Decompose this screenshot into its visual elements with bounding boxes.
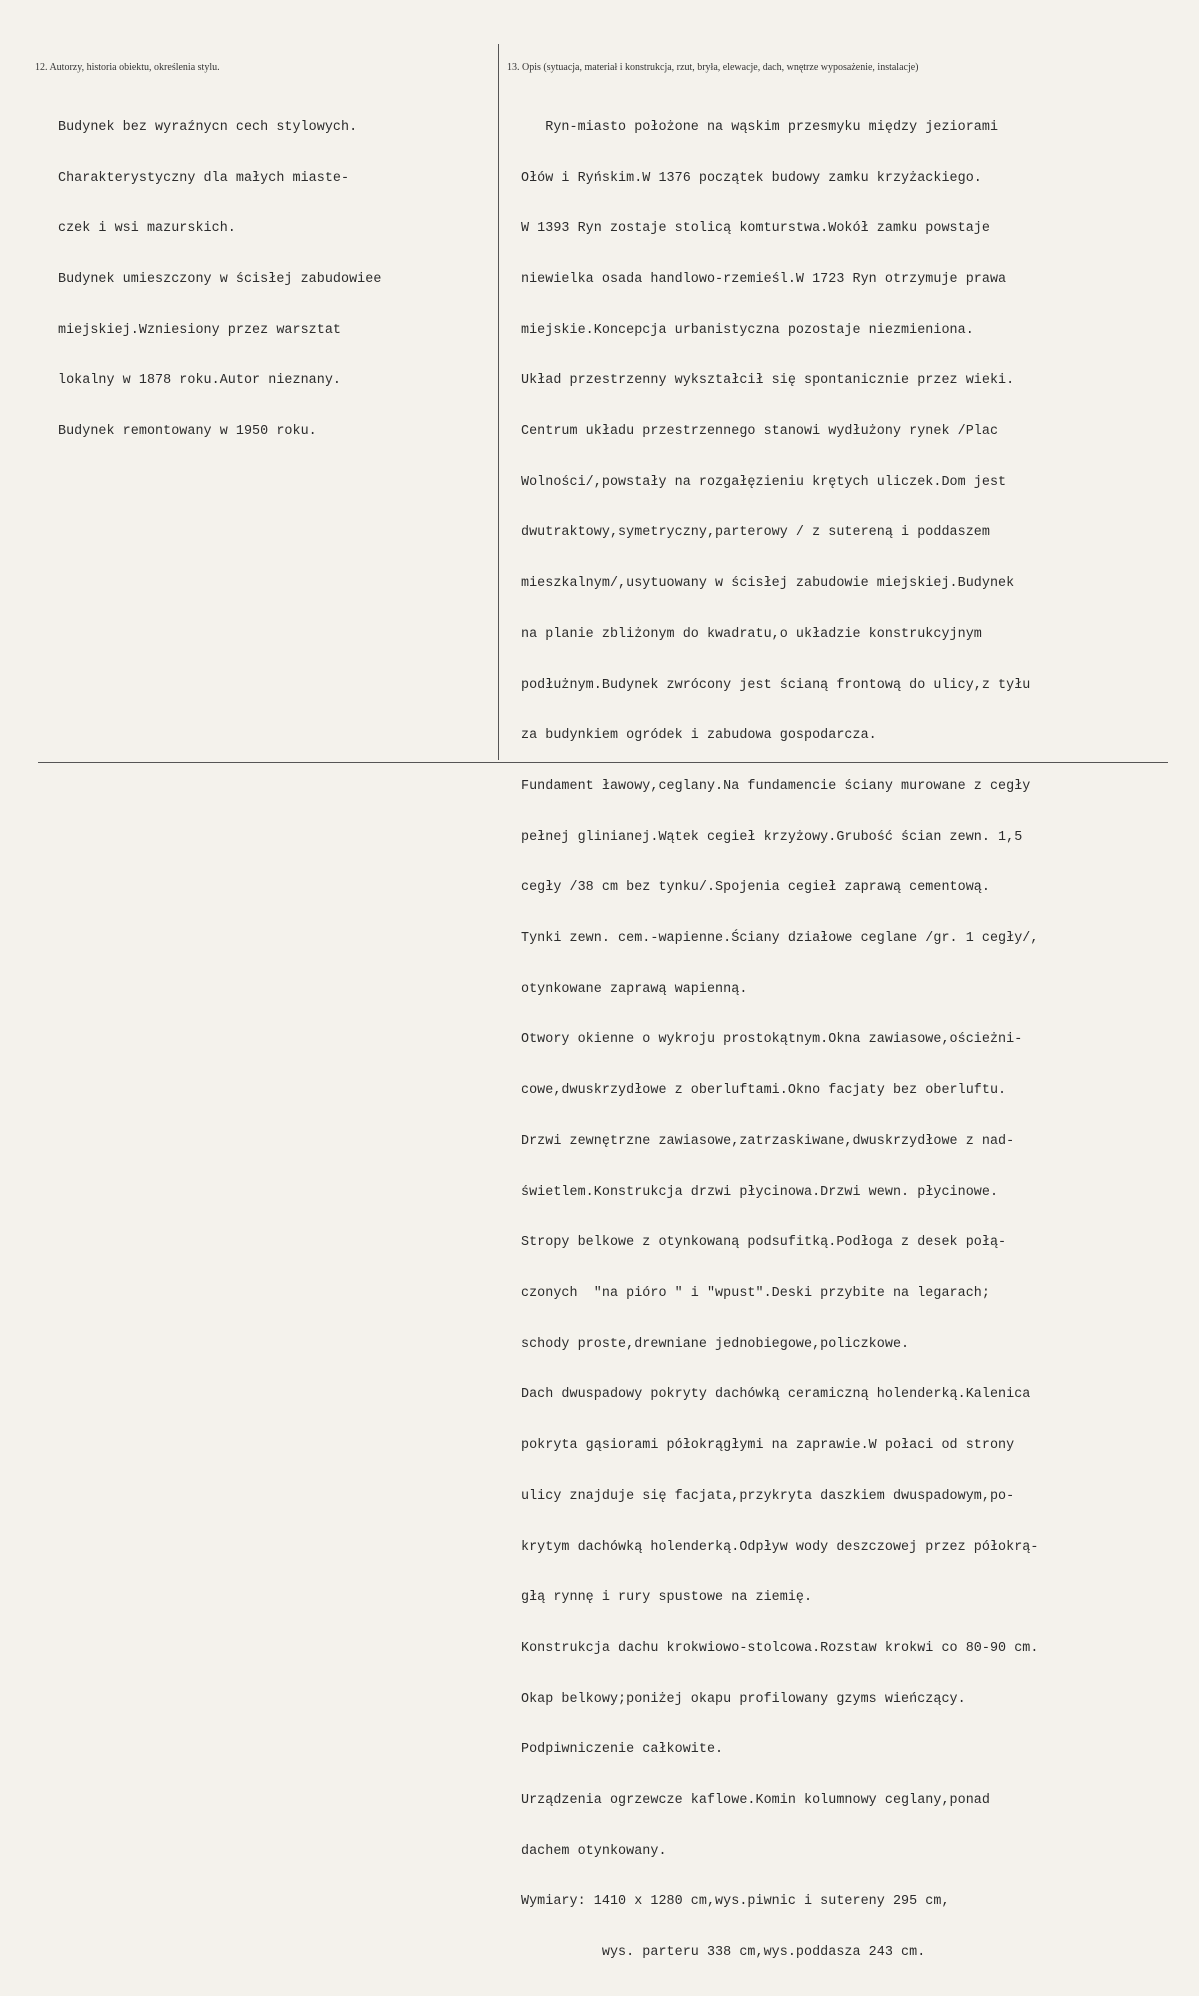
text-line: Ołów i Ryńskim.W 1376 początek budowy zamku krzyżackiego. [521,170,982,186]
text-line: świetlem.Konstrukcja drzwi płycinowa.Drzwi wewn. płycinowe. [521,1184,999,1200]
text-line: krytym dachówką holenderką.Odpływ wody deszczowej przez półokrą- [521,1539,1039,1555]
text-line: czonych "na pióro " i "wpust".Deski przybite na legarach; [521,1285,990,1301]
text-line: Urządzenia ogrzewcze kaflowe.Komin kolumnowy ceglany,ponad [521,1793,990,1809]
text-line: dwutraktowy,symetryczny,parterowy / z sutereną i poddaszem [521,525,990,541]
text-line: mieszkalnym/,usytuowany w ścisłej zabudowie miejskiej.Budynek [521,576,1015,592]
text-line: Okap belkowy;poniżej okapu profilowany gzyms wieńczący. [521,1691,966,1707]
text-line: Fundament ławowy,ceglany.Na fundamencie ściany murowane z cegły [521,778,1031,794]
text-line: Podpiwniczenie całkowite. [521,1742,724,1758]
text-line: Charakterystyczny dla małych miaste- [58,170,350,186]
text-line: pokryta gąsiorami półokrągłymi na zaprawie.W połaci od strony [521,1438,1015,1454]
text-line: cowe,dwuskrzydłowe z oberluftami.Okno facjaty bez oberluftu. [521,1083,1007,1099]
section-13-heading: 13. Opis (sytuacja, materiał i konstrukcja, rzut, bryła, elewacje, dach, wnętrze wyposażenie, instalacje) [507,62,919,73]
text-line: Stropy belkowe z otynkowaną podsufitką.Podłoga z desek połą- [521,1235,1007,1251]
text-line: W 1393 Ryn zostaje stolicą komturstwa.Wokół zamku powstaje [521,221,990,237]
text-line: Budynek umieszczony w ścisłej zabudowiee [58,271,382,287]
text-line: Drzwi zewnętrzne zawiasowe,zatrzaskiwane,dwuskrzydłowe z nad- [521,1133,1015,1149]
text-line: Wolności/,powstały na rozgałęzieniu krętych uliczek.Dom jest [521,474,1007,490]
text-line: Konstrukcja dachu krokwiowo-stolcowa.Rozstaw krokwi co 80-90 cm. [521,1640,1039,1656]
text-line: głą rynnę i rury spustowe na ziemię. [521,1590,813,1606]
text-line: Dach dwuspadowy pokryty dachówką ceramiczną holenderką.Kalenica [521,1387,1031,1403]
text-line: niewielka osada handlowo-rzemieśl.W 1723 Ryn otrzymuje prawa [521,271,1007,287]
text-line: ulicy znajduje się facjata,przykryta daszkiem dwuspadowym,po- [521,1488,1015,1504]
section-13-text [521,86,1038,1996]
text-line: Tynki zewn. cem.-wapienne.Ściany działowe ceglane /gr. 1 cegły/, [521,931,1039,947]
text-line: cegły /38 cm bez tynku/.Spojenia cegieł zaprawą cementową. [521,880,990,896]
text-line: czek i wsi mazurskich. [58,221,236,237]
text-line: Budynek bez wyraźnycn cech stylowych. [58,119,358,135]
text-line: na planie zbliżonym do kwadratu,o układzie konstrukcyjnym [521,626,982,642]
text-line: wys. parteru 338 cm,wys.poddasza 243 cm. [521,1945,926,1961]
text-line: dachem otynkowany. [521,1843,667,1859]
text-line: Wymiary: 1410 x 1280 cm,wys.piwnic i sutereny 295 cm, [521,1894,950,1910]
text-line: Ryn-miasto położone na wąskim przesmyku między jeziorami [521,119,999,135]
text-line: miejskie.Koncepcja urbanistyczna pozostaje niezmieniona. [521,322,974,338]
text-line: za budynkiem ogródek i zabudowa gospodarcza. [521,728,877,744]
section-12-heading: 12. Autorzy, historia obiektu, określenia stylu. [35,62,220,73]
text-line: miejskiej.Wzniesiony przez warsztat [58,322,341,338]
text-line: Otwory okienne o wykroju prostokątnym.Okna zawiasowe,ościeżni- [521,1032,1023,1048]
text-line: lokalny w 1878 roku.Autor nieznany. [58,373,341,389]
text-line: Budynek remontowany w 1950 roku. [58,424,317,440]
text-line: Układ przestrzenny wykształcił się spontanicznie przez wieki. [521,373,1015,389]
section-12-text [58,86,381,475]
text-line: schody proste,drewniane jednobiegowe,policzkowe. [521,1336,910,1352]
vertical-divider [498,44,499,760]
text-line: pełnej glinianej.Wątek cegieł krzyżowy.Grubość ścian zewn. 1,5 [521,829,1023,845]
text-line: otynkowane zaprawą wapienną. [521,981,748,997]
text-line: Centrum układu przestrzennego stanowi wydłużony rynek /Plac [521,424,999,440]
text-line: podłużnym.Budynek zwrócony jest ścianą frontową do ulicy,z tyłu [521,677,1031,693]
